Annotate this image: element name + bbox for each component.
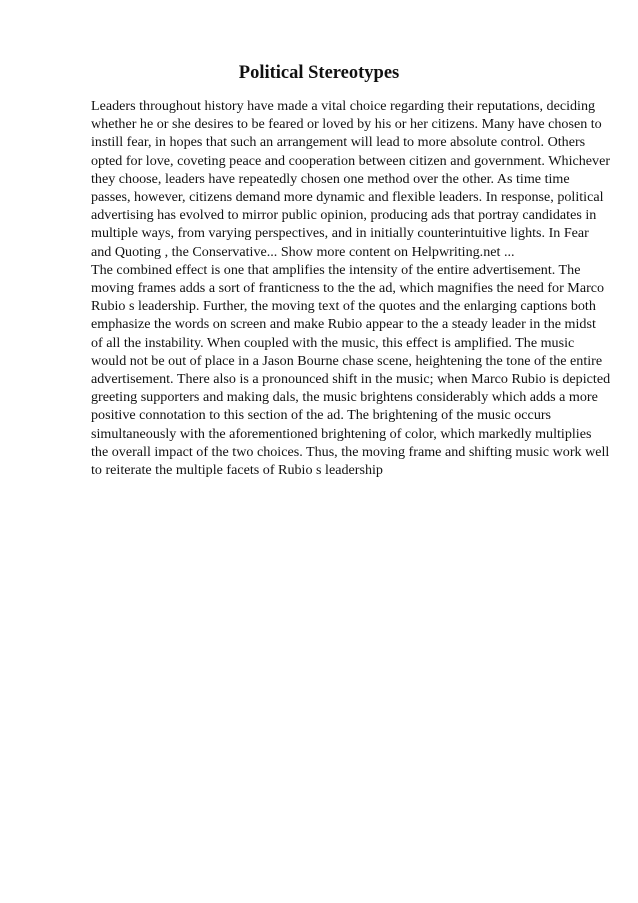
document-body	[91, 97, 611, 479]
document-title: Political Stereotypes	[238, 63, 400, 83]
paragraph-analysis: The combined effect is one that amplifies the intensity of the entire advertisement. The moving frames adds a sort of franticness to the the ad, which magnifies the need for Marco Rubio s leadership. Further, the moving text of the quotes and the enlarging captions both emphasize the words on screen and make Rubio appear to the a steady leader in the midst of all the instability. When coupled with the music, this effect is amplified. The music would not be out of place in a Jason Bourne chase scene, heightening the tone of the entire advertisement. There also is a pronounced shift in the music; when Marco Rubio is depicted greeting supporters and making dals, the music brightens considerably which adds a more positive connotation to this section of the ad. The brightening of the music occurs simultaneously with the aforementioned brightening of color, which markedly multiplies the overall impact of the two choices. Thus, the moving frame and shifting music work well to reiterate the multiple facets of Rubio s leadership	[91, 261, 611, 479]
paragraph-intro: Leaders throughout history have made a vital choice regarding their reputations, deciding whether he or she desires to be feared or loved by his or her citizens. Many have chosen to instill fear, in hopes that such an arrangement will lead to more absolute control. Others opted for love, coveting peace and cooperation between citizen and government. Whichever they choose, leaders have repeatedly chosen one method over the other. As time time passes, however, citizens demand more dynamic and flexible leaders. In response, political advertising has evolved to mirror public opinion, producing ads that portray candidates in multiple ways, from varying perspectives, and in initially counterintuitive lights. In Fear and Quoting , the Conservative... Show more content on Helpwriting.net ...	[91, 98, 611, 260]
